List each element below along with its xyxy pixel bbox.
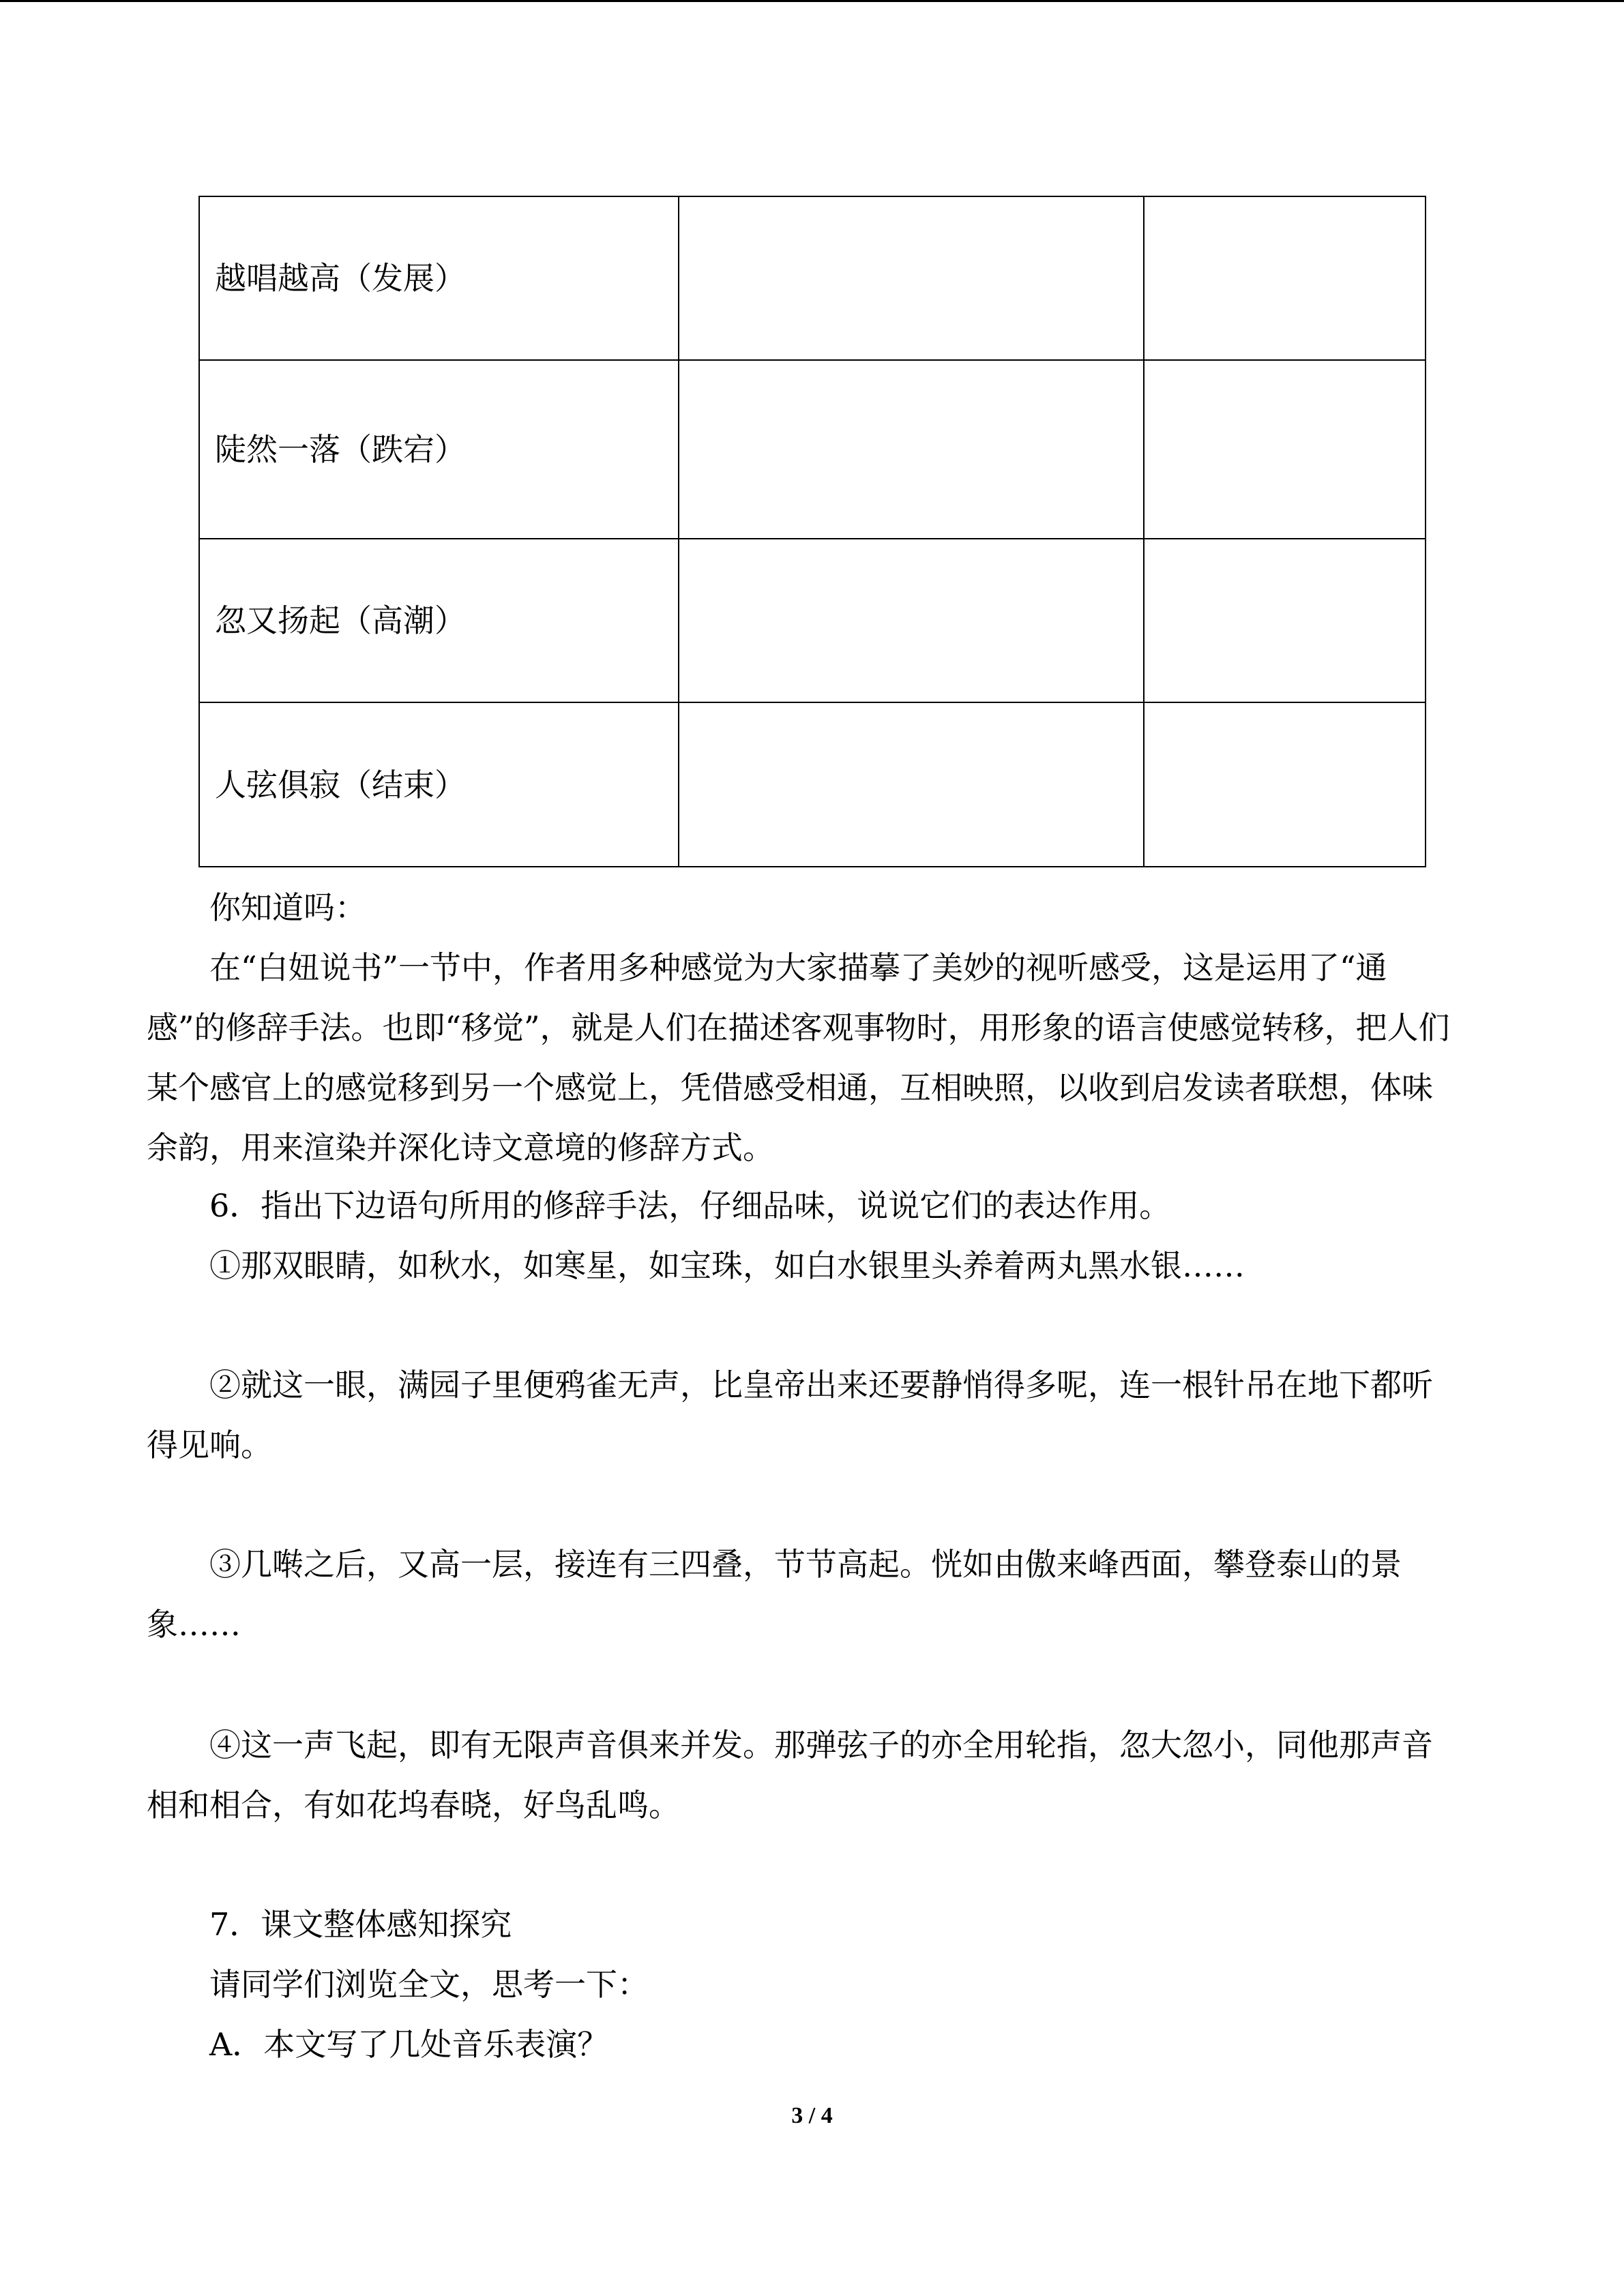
- question-7-prompt: 请同学们浏览全文，思考一下：: [209, 1966, 649, 2003]
- question-6-item-3: ③几啭之后，又高一层，接连有三四叠，节节高起。恍如由傲来峰西面，攀登泰山的景象……: [147, 1546, 1402, 1643]
- answer-cell[interactable]: [1144, 539, 1426, 702]
- answer-cell[interactable]: [679, 702, 1144, 867]
- question-6-title: 6．指出下边语句所用的修辞手法，仔细品味，说说它们的表达作用。: [209, 1187, 1171, 1224]
- music-stages-table: [198, 196, 1426, 867]
- question-6-item-2: ②就这一眼，满园子里便鸦雀无声，比皇帝出来还要静悄得多呢，连一根针吊在地下都听得见响。: [147, 1367, 1433, 1463]
- stage-cell: 陡然一落（跌宕）: [199, 360, 679, 539]
- answer-cell[interactable]: [679, 360, 1144, 539]
- table-row: [199, 539, 1426, 702]
- question-7-title: 7．课文整体感知探究: [209, 1906, 512, 1943]
- did-you-know-heading: 你知道吗：: [209, 889, 366, 926]
- answer-cell[interactable]: [1144, 360, 1426, 539]
- top-border-line: [0, 0, 1624, 2]
- stage-cell: 越唱越高（发展）: [199, 196, 679, 360]
- answer-cell[interactable]: [1144, 196, 1426, 360]
- answer-cell[interactable]: [1144, 702, 1426, 867]
- question-6-item-1: ①那双眼睛，如秋水，如寒星，如宝珠，如白水银里头养着两丸黑水银……: [209, 1247, 1245, 1284]
- question-6-item-4: ④这一声飞起，即有无限声音俱来并发。那弹弦子的亦全用轮指，忽大忽小，同他那声音相和相合，有如花坞春晓，好鸟乱鸣。: [147, 1727, 1433, 1823]
- table-row: [199, 702, 1426, 867]
- question-7-a: A．本文写了几处音乐表演？: [209, 2026, 609, 2063]
- table-row: [199, 196, 1426, 360]
- stage-cell: 人弦俱寂（结束）: [199, 702, 679, 867]
- answer-cell[interactable]: [679, 539, 1144, 702]
- stage-cell: 忽又扬起（高潮）: [199, 539, 679, 702]
- table-row: [199, 360, 1426, 539]
- answer-cell[interactable]: [679, 196, 1144, 360]
- page-number: 3 / 4: [791, 2103, 833, 2128]
- did-you-know-body: 在“白妞说书”一节中，作者用多种感觉为大家描摹了美妙的视听感受，这是运用了“通感”的修辞手法。也即“移觉”，就是人们在描述客观事物时，用形象的语言使感觉转移，把人们某个感官上的感觉移到另一个感觉上，凭借感受相通，互相映照，以收到启发读者联想，体味余韵，用来渲染并深化诗文意境的修辞方式。: [147, 949, 1450, 1166]
